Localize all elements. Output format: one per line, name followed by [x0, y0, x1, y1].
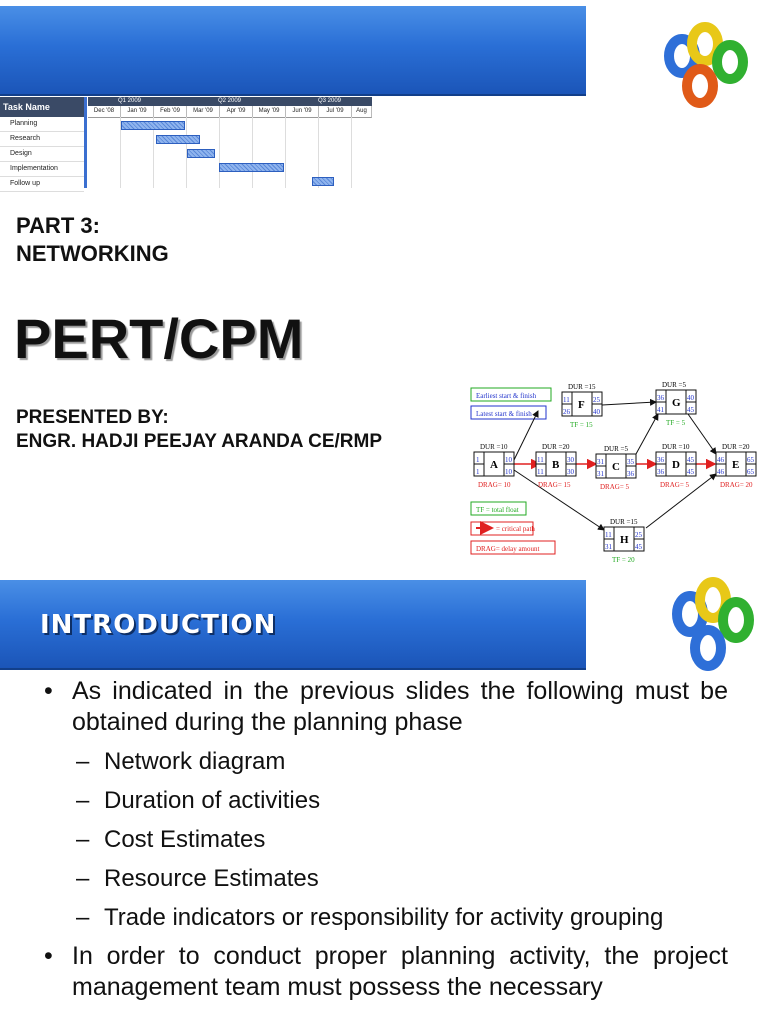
- gantt-task-column: [0, 97, 87, 188]
- svg-text:46: 46: [717, 468, 724, 476]
- svg-text:DRAG= 5: DRAG= 5: [660, 481, 690, 489]
- presenter-name: ENGR. HADJI PEEJAY ARANDA CE/RMP: [16, 431, 383, 452]
- part-label: PART 3:: [16, 213, 100, 238]
- gantt-month: Apr '09: [220, 106, 253, 118]
- gantt-task: Planning: [0, 117, 84, 132]
- svg-text:25: 25: [593, 396, 600, 404]
- gantt-month: Jul '09: [319, 106, 352, 118]
- svg-text:31: 31: [597, 470, 604, 478]
- svg-text:30: 30: [567, 468, 574, 476]
- svg-text:C: C: [612, 461, 620, 473]
- legend-drag: DRAG= delay amount: [476, 545, 540, 553]
- part-heading: [16, 212, 169, 268]
- svg-text:11: 11: [537, 456, 544, 464]
- legend-es: Earliest start & finish: [476, 392, 537, 400]
- svg-text:45: 45: [687, 468, 694, 476]
- gantt-bar-implementation: [219, 163, 284, 172]
- node-c: [596, 445, 636, 491]
- svg-text:11: 11: [563, 396, 570, 404]
- gantt-quarter: Q1 2009: [88, 97, 188, 106]
- logo-icon: [660, 16, 760, 116]
- svg-text:DUR =5: DUR =5: [604, 445, 628, 453]
- svg-text:DUR =15: DUR =15: [610, 518, 638, 526]
- node-a: [474, 443, 514, 489]
- node-f: [562, 383, 602, 429]
- sub-bullet-item: – Duration of activities: [44, 785, 728, 816]
- svg-text:10: 10: [505, 468, 512, 476]
- intro-title: INTRODUCTION: [40, 610, 277, 640]
- svg-text:DRAG= 15: DRAG= 15: [538, 481, 571, 489]
- svg-text:11: 11: [537, 468, 544, 476]
- node-h: [604, 518, 644, 564]
- svg-text:E: E: [732, 459, 740, 471]
- gantt-month: Aug: [352, 106, 372, 118]
- main-title: PERT/CPM: [14, 307, 304, 370]
- gantt-chart: [0, 97, 372, 188]
- svg-text:46: 46: [717, 456, 724, 464]
- legend-cp: = critical path: [496, 525, 535, 533]
- svg-text:36: 36: [657, 394, 664, 402]
- svg-text:DUR =10: DUR =10: [480, 443, 508, 451]
- node-g: [656, 381, 696, 427]
- gantt-month: Dec '08: [88, 106, 121, 118]
- svg-text:DUR =15: DUR =15: [568, 383, 596, 391]
- gantt-task: Design: [0, 147, 84, 162]
- svg-text:45: 45: [687, 456, 694, 464]
- gantt-timeline: [88, 97, 372, 188]
- svg-text:65: 65: [747, 456, 754, 464]
- sub-bullet-item: – Cost Estimates: [44, 824, 728, 855]
- svg-text:45: 45: [687, 406, 694, 414]
- svg-text:1: 1: [476, 468, 480, 476]
- presented-label: PRESENTED BY:: [16, 407, 169, 428]
- gantt-bar-research: [156, 135, 200, 144]
- gantt-month: Feb '09: [154, 106, 187, 118]
- svg-text:A: A: [490, 459, 498, 471]
- svg-text:1: 1: [476, 456, 480, 464]
- svg-text:30: 30: [567, 456, 574, 464]
- svg-text:F: F: [578, 399, 585, 411]
- logo-icon: [668, 572, 764, 676]
- svg-text:41: 41: [657, 406, 664, 414]
- svg-text:31: 31: [605, 543, 612, 551]
- title-bar: [0, 6, 586, 96]
- part-topic: NETWORKING: [16, 241, 169, 266]
- svg-text:DRAG= 5: DRAG= 5: [600, 483, 630, 491]
- svg-text:G: G: [672, 397, 681, 409]
- sub-bullet-item: – Resource Estimates: [44, 863, 728, 894]
- svg-text:TF = 5: TF = 5: [666, 419, 686, 427]
- svg-text:45: 45: [635, 543, 642, 551]
- svg-text:31: 31: [597, 458, 604, 466]
- node-b: [536, 443, 576, 489]
- svg-text:D: D: [672, 459, 680, 471]
- pert-network-diagram: [470, 378, 762, 570]
- gantt-month: May '09: [253, 106, 286, 118]
- svg-text:36: 36: [657, 468, 664, 476]
- svg-text:25: 25: [635, 531, 642, 539]
- gantt-quarter: Q3 2009: [288, 97, 372, 106]
- svg-text:11: 11: [605, 531, 612, 539]
- gantt-task: Follow up: [0, 177, 84, 192]
- intro-bullets: [44, 676, 728, 1011]
- sub-bullet-item: – Trade indicators or responsibility for activity grouping: [44, 902, 728, 933]
- node-e: [716, 443, 756, 489]
- svg-text:26: 26: [563, 408, 570, 416]
- bullet-item: • As indicated in the previous slides the following must be obtained during the planning phase: [44, 676, 728, 738]
- legend-ls: Latest start & finish: [476, 410, 532, 418]
- gantt-task: Research: [0, 132, 84, 147]
- svg-text:10: 10: [505, 456, 512, 464]
- sub-bullet-item: – Network diagram: [44, 746, 728, 777]
- svg-text:DUR =10: DUR =10: [662, 443, 690, 451]
- svg-text:40: 40: [687, 394, 694, 402]
- node-d: [656, 443, 696, 489]
- gantt-bar-design: [187, 149, 215, 158]
- gantt-month: Mar '09: [187, 106, 220, 118]
- svg-text:DRAG= 10: DRAG= 10: [478, 481, 511, 489]
- presenter-block: [16, 406, 382, 454]
- svg-text:36: 36: [657, 456, 664, 464]
- svg-text:36: 36: [627, 470, 634, 478]
- svg-text:B: B: [552, 459, 560, 471]
- gantt-month: Jun '09: [286, 106, 319, 118]
- gantt-month: Jan '09: [121, 106, 154, 118]
- svg-text:DUR =20: DUR =20: [722, 443, 750, 451]
- gantt-bar-follow-up: [312, 177, 334, 186]
- svg-text:DRAG= 20: DRAG= 20: [720, 481, 753, 489]
- svg-text:TF = 15: TF = 15: [570, 421, 593, 429]
- gantt-task: Implementation: [0, 162, 84, 177]
- svg-text:65: 65: [747, 468, 754, 476]
- svg-text:TF = 20: TF = 20: [612, 556, 635, 564]
- svg-text:35: 35: [627, 458, 634, 466]
- svg-text:DUR =5: DUR =5: [662, 381, 686, 389]
- svg-text:DUR =20: DUR =20: [542, 443, 570, 451]
- gantt-quarter: Q2 2009: [188, 97, 288, 106]
- legend-tf: TF = total float: [476, 506, 519, 514]
- bullet-item: • In order to conduct proper planning activity, the project management team must possess the necessary: [44, 941, 728, 1003]
- svg-text:40: 40: [593, 408, 600, 416]
- gantt-bar-planning: [121, 121, 185, 130]
- svg-text:H: H: [620, 534, 629, 546]
- gantt-header-task: Task Name: [0, 97, 84, 117]
